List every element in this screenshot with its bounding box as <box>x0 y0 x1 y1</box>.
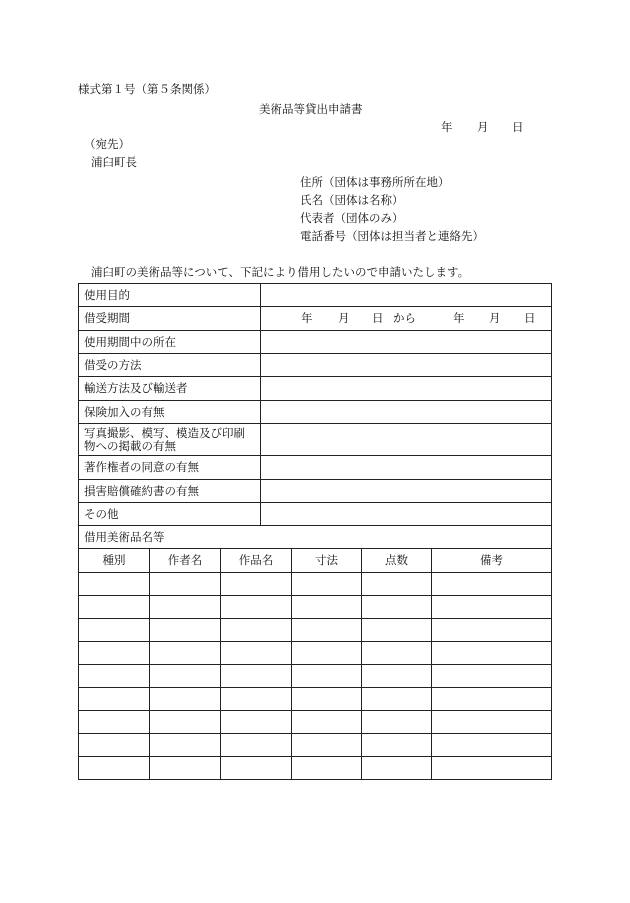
item-cell[interactable] <box>292 734 362 757</box>
row-photo <box>79 424 552 456</box>
item-cell[interactable] <box>221 642 292 665</box>
item-cell[interactable] <box>221 573 292 596</box>
row-purpose <box>79 284 552 307</box>
other-value[interactable] <box>261 503 552 526</box>
item-cell[interactable] <box>292 757 362 780</box>
item-row <box>79 688 552 711</box>
application-table <box>78 283 552 780</box>
item-cell[interactable] <box>79 734 150 757</box>
date-month-label: 月 <box>477 120 489 134</box>
item-cell[interactable] <box>432 757 552 780</box>
addressee-prefix: （宛先） <box>84 137 130 151</box>
transport-value[interactable] <box>261 377 552 401</box>
item-cell[interactable] <box>150 573 221 596</box>
item-cell[interactable] <box>432 711 552 734</box>
item-cell[interactable] <box>79 573 150 596</box>
col-header-remarks: 備考 <box>432 549 552 573</box>
item-cell[interactable] <box>150 619 221 642</box>
period-start-day: 日 <box>372 310 384 325</box>
date-day-label: 日 <box>512 120 524 134</box>
item-row <box>79 596 552 619</box>
item-cell[interactable] <box>362 757 432 780</box>
item-cell[interactable] <box>292 688 362 711</box>
document-title: 美術品等貸出申請書 <box>259 102 363 116</box>
item-cell[interactable] <box>150 642 221 665</box>
applicant-address-label: 住所（団体は事務所所在地） <box>300 175 450 189</box>
applicant-name-label: 氏名（団体は名称） <box>300 193 404 207</box>
period-value[interactable] <box>261 307 552 331</box>
item-cell[interactable] <box>432 665 552 688</box>
row-period <box>79 307 552 331</box>
transport-label: 輸送方法及び輸送者 <box>79 377 261 401</box>
location-value[interactable] <box>261 331 552 354</box>
other-label: その他 <box>79 503 261 526</box>
item-cell[interactable] <box>362 665 432 688</box>
item-cell[interactable] <box>221 757 292 780</box>
row-other <box>79 503 552 526</box>
period-start-month: 月 <box>338 310 350 325</box>
item-cell[interactable] <box>362 596 432 619</box>
item-cell[interactable] <box>79 711 150 734</box>
col-header-title: 作品名 <box>221 549 292 573</box>
col-header-artist: 作者名 <box>150 549 221 573</box>
item-cell[interactable] <box>362 734 432 757</box>
form-number: 様式第１号（第５条関係） <box>78 82 216 96</box>
row-copyright <box>79 456 552 480</box>
method-label: 借受の方法 <box>79 354 261 377</box>
intro-text: 浦臼町の美術品等について、下記により借用したいので申請いたします。 <box>91 265 470 279</box>
row-transport <box>79 377 552 401</box>
item-row <box>79 573 552 596</box>
row-compensation <box>79 480 552 503</box>
item-rows <box>79 573 552 780</box>
col-header-type: 種別 <box>79 549 150 573</box>
item-cell[interactable] <box>221 688 292 711</box>
row-items-section <box>79 526 552 549</box>
item-cell[interactable] <box>432 688 552 711</box>
item-cell[interactable] <box>292 665 362 688</box>
copyright-label: 著作権者の同意の有無 <box>79 456 261 480</box>
item-cell[interactable] <box>79 619 150 642</box>
item-cell[interactable] <box>432 596 552 619</box>
insurance-value[interactable] <box>261 401 552 424</box>
period-from: から <box>393 310 417 325</box>
item-cell[interactable] <box>292 619 362 642</box>
item-cell[interactable] <box>150 711 221 734</box>
item-row <box>79 734 552 757</box>
item-cell[interactable] <box>150 596 221 619</box>
purpose-label: 使用目的 <box>79 284 261 307</box>
insurance-label: 保険加入の有無 <box>79 401 261 424</box>
item-cell[interactable] <box>221 734 292 757</box>
item-cell[interactable] <box>432 619 552 642</box>
item-cell[interactable] <box>362 688 432 711</box>
compensation-value[interactable] <box>261 480 552 503</box>
item-row <box>79 642 552 665</box>
item-cell[interactable] <box>79 757 150 780</box>
item-cell[interactable] <box>292 573 362 596</box>
photo-value[interactable] <box>261 424 552 456</box>
copyright-value[interactable] <box>261 456 552 480</box>
applicant-phone-label: 電話番号（団体は担当者と連絡先） <box>300 229 484 243</box>
item-cell[interactable] <box>292 596 362 619</box>
purpose-value[interactable] <box>261 284 552 307</box>
addressee: 浦臼町長 <box>91 155 137 169</box>
item-cell[interactable] <box>150 665 221 688</box>
item-cell[interactable] <box>79 642 150 665</box>
location-label: 使用期間中の所在 <box>79 331 261 354</box>
items-header-row <box>79 549 552 573</box>
items-section-label: 借用美術品名等 <box>79 526 552 549</box>
item-cell[interactable] <box>362 573 432 596</box>
item-cell[interactable] <box>432 573 552 596</box>
period-label: 借受期間 <box>79 307 261 331</box>
col-header-count: 点数 <box>362 549 432 573</box>
item-row <box>79 711 552 734</box>
period-end-year: 年 <box>453 310 465 325</box>
item-cell[interactable] <box>79 665 150 688</box>
item-cell[interactable] <box>150 757 221 780</box>
row-method <box>79 354 552 377</box>
col-header-size: 寸法 <box>292 549 362 573</box>
item-cell[interactable] <box>432 642 552 665</box>
row-location <box>79 331 552 354</box>
method-value[interactable] <box>261 354 552 377</box>
period-end-day: 日 <box>524 310 536 325</box>
item-cell[interactable] <box>79 688 150 711</box>
row-insurance <box>79 401 552 424</box>
item-cell[interactable] <box>362 619 432 642</box>
item-cell[interactable] <box>221 665 292 688</box>
item-row <box>79 619 552 642</box>
period-end-month: 月 <box>489 310 501 325</box>
item-cell[interactable] <box>292 642 362 665</box>
item-cell[interactable] <box>221 596 292 619</box>
applicant-representative-label: 代表者（団体のみ） <box>300 211 404 225</box>
date-year-label: 年 <box>441 120 453 134</box>
photo-label: 写真撮影、模写、模造及び印刷物への掲載の有無 <box>79 424 261 456</box>
item-cell[interactable] <box>432 734 552 757</box>
item-cell[interactable] <box>221 711 292 734</box>
item-row <box>79 665 552 688</box>
item-cell[interactable] <box>79 596 150 619</box>
item-cell[interactable] <box>150 688 221 711</box>
item-cell[interactable] <box>221 619 292 642</box>
item-cell[interactable] <box>292 711 362 734</box>
item-row <box>79 757 552 780</box>
period-start-year: 年 <box>301 310 313 325</box>
item-cell[interactable] <box>150 734 221 757</box>
item-cell[interactable] <box>362 642 432 665</box>
item-cell[interactable] <box>362 711 432 734</box>
compensation-label: 損害賠償確約書の有無 <box>79 480 261 503</box>
